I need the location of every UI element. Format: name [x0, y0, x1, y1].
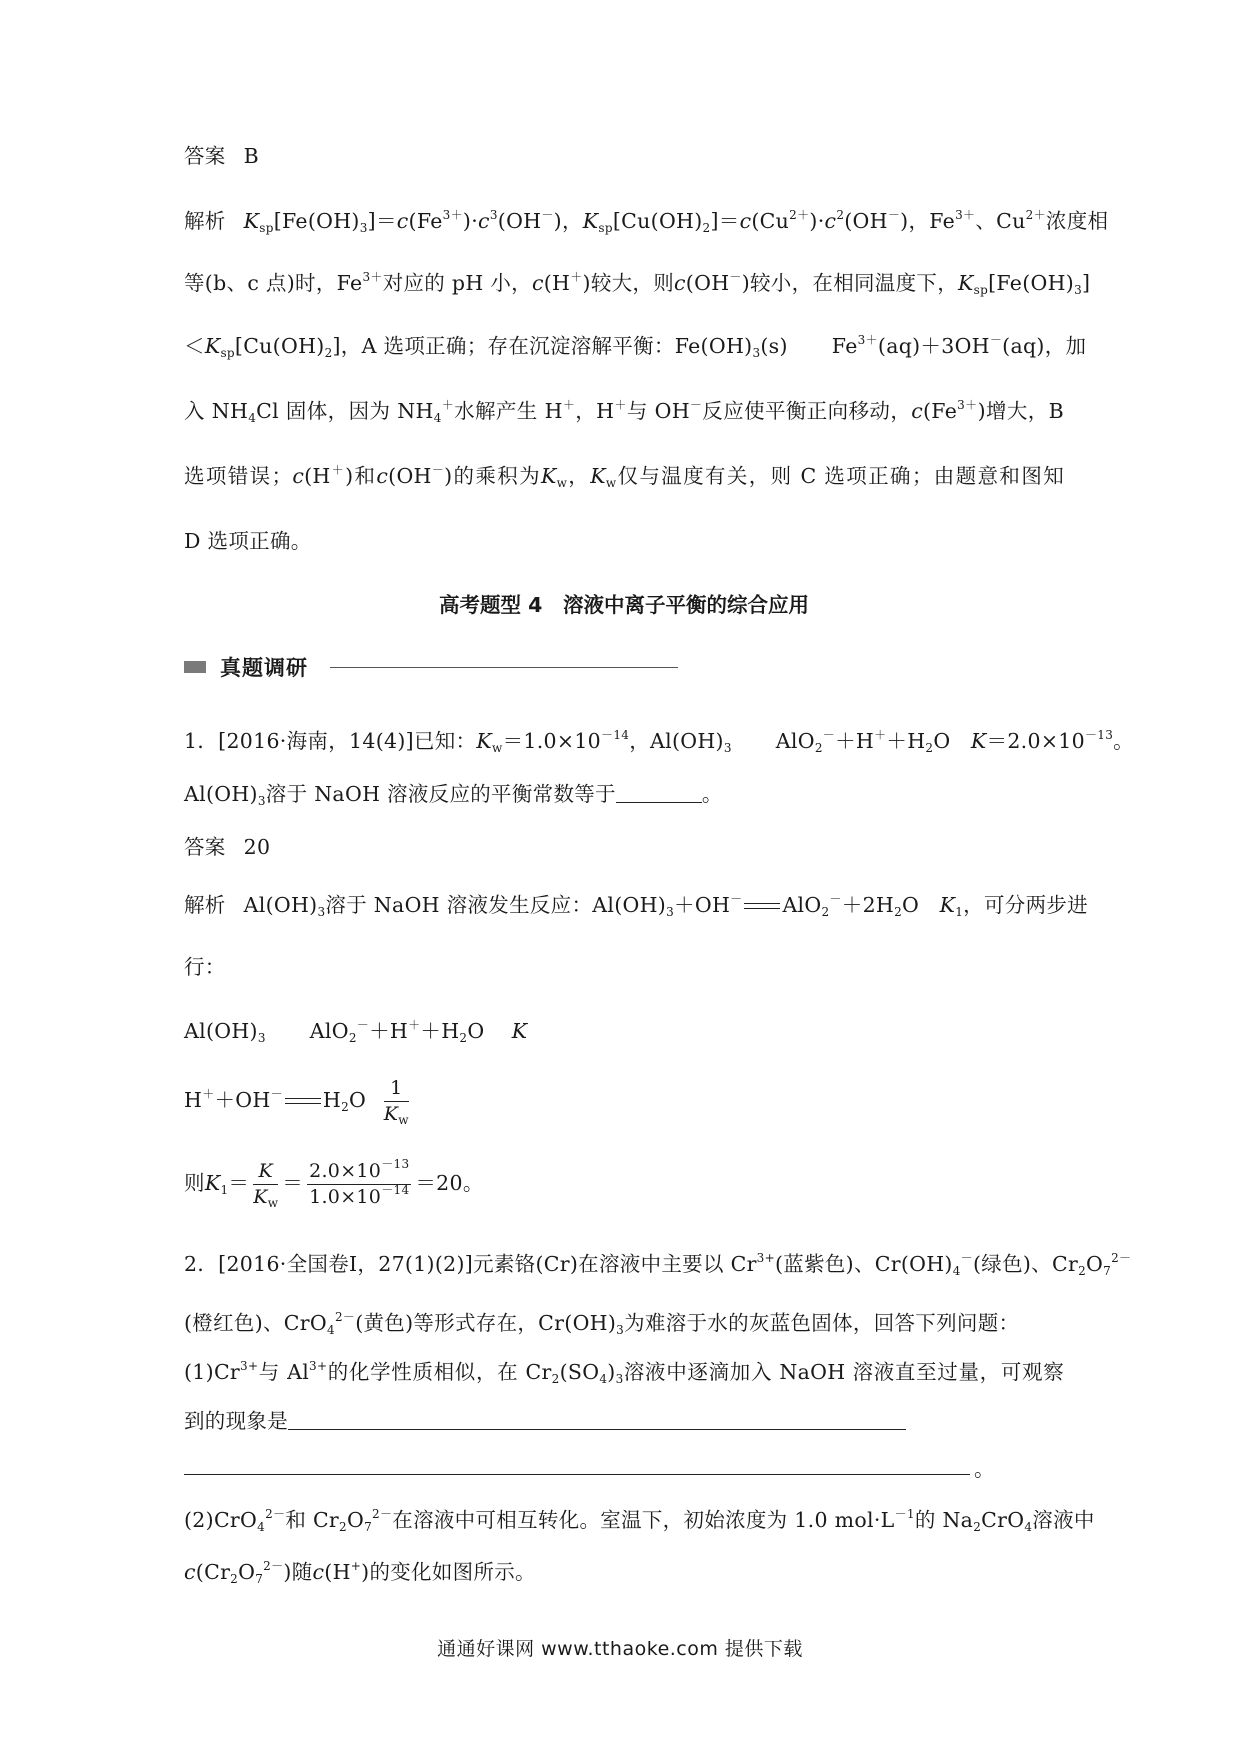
- section-heading: 高考题型 4 溶液中离子平衡的综合应用: [439, 593, 809, 617]
- explanation-1-line-4: 入 $NH_4Cl$ 固体，因为 $NH_4^+$水解产生 H＋，H＋与 OH－反应使平衡正向移动，$c(Fe^{3+})$增大，B: [184, 398, 1064, 425]
- section-marker-icon: [184, 661, 206, 673]
- answer-blank[interactable]: [616, 782, 702, 803]
- explanation-2-line-1: 解析 $Al(OH)_3$溶于 NaOH 溶液发生反应：$Al(OH)_3+OH^-$ $AlO_2^-+2H_2O$ $K_1$，可分两步进: [184, 892, 1088, 919]
- answer-blank[interactable]: [184, 1474, 970, 1475]
- fraction-one-over-kw: $\frac{1}{K_w}$: [383, 1077, 409, 1127]
- section-header: [184, 652, 678, 682]
- explanation-2-step-2: H＋＋OH－ $H_2O$ $\frac{1}{K_w}$: [184, 1077, 409, 1127]
- blank-end-mark: 。: [974, 1457, 995, 1481]
- section-divider: [330, 667, 678, 668]
- equals-sign-icon: [742, 902, 782, 912]
- equals-sign-icon: [283, 1097, 323, 1107]
- explanation-1-line-1: 解析 $K_{sp}[Fe(OH)_3]=c(Fe^{3+})\cdot c^3(OH^-)$，$K_{sp}[Cu(OH)_2]=c(Cu^{2+})\cdot c^2(OH^-)$，$Fe^{3+}$、$Cu^{2+}$浓度相: [184, 208, 1109, 235]
- explanation-2-result: 则$K_1=$ $\frac{K}{K_w}$ ＝ $\frac{2.0\times 10^{-13}}{1.0\times 10^{-14}}$ ＝20。: [184, 1157, 484, 1210]
- answer-2: 答案 20: [184, 835, 271, 859]
- answer-1: 答案 B: [184, 144, 259, 168]
- answer-blank[interactable]: [288, 1409, 906, 1430]
- fraction-k-over-kw: $\frac{K}{K_w}$: [253, 1160, 279, 1210]
- question-2-part-1-line-2: 到的现象是: [184, 1406, 1064, 1436]
- explanation-2-step-1: $Al(OH)_3$ $AlO_2^-+H^++H_2O$ K: [184, 1018, 528, 1045]
- page-footer: 通通好课网 www.tthaoke.com 提供下载: [437, 1638, 803, 1660]
- section-title: 真题调研: [220, 656, 308, 680]
- question-2-part-2: (2)CrO$_4^{2-}$和 $Cr_2O_7^{2-}$在溶液中可相互转化。室温下，初始浓度为 1.0 $mol\cdot L^{-1}$的 $Na_2CrO_4$溶液中: [184, 1507, 1095, 1534]
- explanation-1-line-5: 选项错误；c(H＋)和c(OH－)的乘积为$K_w$，$K_w$仅与温度有关，则 C 选项正确；由题意和图知: [184, 463, 1065, 490]
- explanation-2-line-2: 行：: [184, 955, 226, 979]
- question-2-line-2: (橙红色)、CrO$_4^{2-}$(黄色)等形式存在，$Cr(OH)_3$为难溶于水的灰蓝色固体，回答下列问题：: [184, 1310, 1020, 1337]
- question-2-part-1: $(1)Cr^{3+}$与 $Al^{3+}$的化学性质相似，在 $Cr_2(SO_4)_3$溶液中逐滴加入 NaOH 溶液直至过量，可观察: [184, 1359, 1064, 1386]
- question-1-line-1: 1．[2016·海南，14(4)]已知：$K_w=1.0\times 10^{-14}$，$Al(OH)_3$ $AlO_2^-+H^++H_2O$ $K=2.0\times 10^{-13}$。: [184, 728, 1134, 755]
- fraction-values: $\frac{2.0\times 10^{-13}}{1.0\times 10^{-14}}$: [309, 1157, 410, 1208]
- question-2-line-1: 2．[2016·全国卷Ⅰ，27(1)(2)]元素铬(Cr)在溶液中主要以 $Cr^{3+}$(蓝紫色)、$Cr(OH)_4^-$(绿色)、$Cr_2O_7^{2-}$: [184, 1251, 1132, 1278]
- explanation-1-line-2: 等(b、c 点)时，$Fe^{3+}$对应的 pH 小，c(H＋)较大，则c(OH－)较小，在相同温度下，$K_{sp}[Fe(OH)_3]$: [184, 270, 1091, 297]
- question-1-line-2: $Al(OH)_3$溶于 NaOH 溶液反应的平衡常数等于 。: [184, 782, 723, 808]
- explanation-1-line-3: $<K_{sp}[Cu(OH)_2]$，A 选项正确；存在沉淀溶解平衡：$Fe(OH)_3(s)$ $Fe^{3+}(aq)+3OH^-(aq)$，加: [184, 333, 1087, 360]
- question-2-part-2-line-2: $c(Cr_2O_7^{2-})$随c(H+)的变化如图所示。: [184, 1559, 536, 1586]
- explanation-1-line-6: D 选项正确。: [184, 529, 312, 553]
